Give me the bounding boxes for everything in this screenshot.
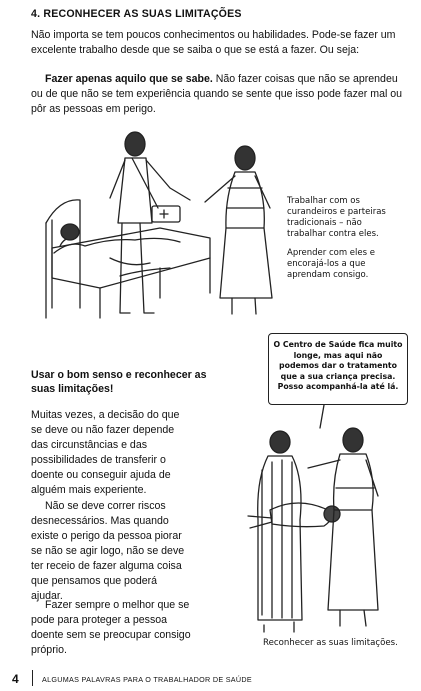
speech-bubble: O Centro de Saúde fica muito longe, mas aqui não podemos dar o tratamento que a sua criança precisa. Posso acompanhá-la até lá. — [268, 333, 408, 405]
section-heading: 4. RECONHECER AS SUAS LIMITAÇÕES — [31, 8, 242, 20]
illustration2-caption: Reconhecer as suas limitações. — [263, 638, 398, 648]
page-number: 4 — [12, 672, 19, 686]
footer-divider — [32, 670, 33, 686]
illustration-health-worker-and-healer — [40, 128, 290, 328]
rule-bold-text: Fazer apenas aquilo que se sabe. — [45, 73, 213, 85]
rule-paragraph — [31, 72, 403, 117]
subsection-heading: Usar o bom senso e reconhecer as suas limitações! — [31, 369, 207, 395]
subsection-para-3: Fazer sempre o melhor que se pode para proteger a pessoa doente sem se preocupar consigo próprio. — [31, 599, 191, 656]
caption-line-2: Aprender com eles e encorajá-los a que aprendam consigo. — [287, 248, 375, 280]
rule-text: Não fazer coisas que não se aprendeu ou de que não se tem experiência quando se sente que isso pode fazer mal ou pôr as pessoas em perigo. — [31, 73, 403, 115]
subsection-para-2: Não se deve correr riscos desnecessários. Mas quando existe o perigo da pessoa piorar se não se agir logo, não se deve ter receio de fazer alguma coisa que pensamos que poderá ajudar. — [31, 500, 185, 602]
running-title: ALGUMAS PALAVRAS PARA O TRABALHADOR DE SAÚDE — [42, 675, 252, 684]
intro-paragraph: Não importa se tem poucos conhecimentos ou habilidades. Pode-se fazer um excelente trabalho desde que se saiba o que se está a fazer. Ou seja: — [31, 29, 396, 56]
illustration-mother-and-health-worker — [228, 400, 408, 635]
illustration1-caption — [287, 196, 397, 281]
caption-line-1: Trabalhar com os curandeiros e parteiras tradicionais – não trabalhar contra eles. — [287, 196, 386, 239]
subsection-para-1: Muitas vezes, a decisão do que se deve ou não fazer depende das circunstâncias e das possibilidades de transferir o doente ou conseguir ajuda de alguém mais experiente. — [31, 409, 180, 496]
